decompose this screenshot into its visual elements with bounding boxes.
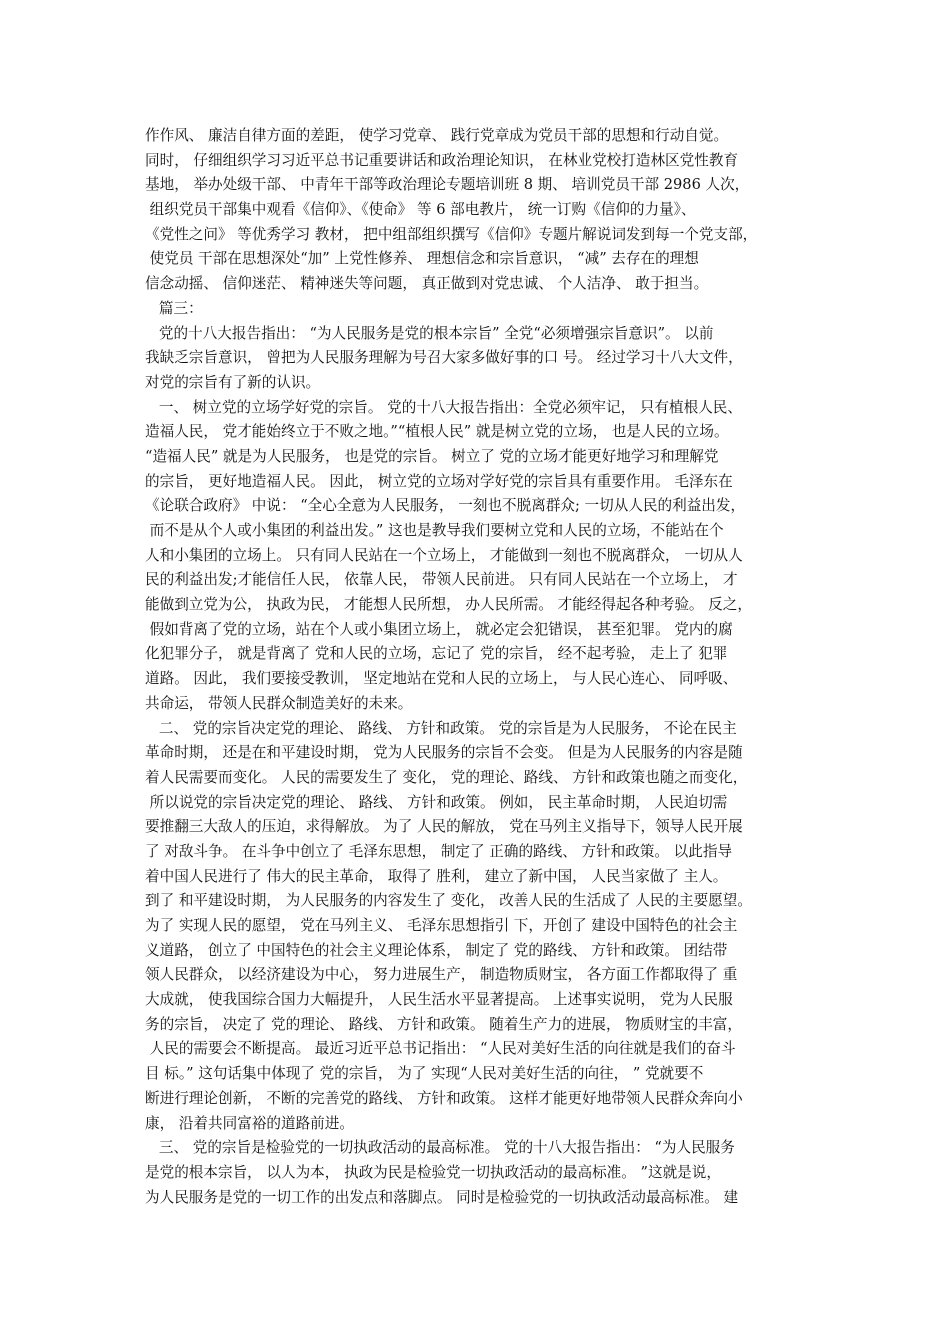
- text-line: 基地， 举办处级干部、 中青年干部等政治理论专题培训班 8 期、 培训党员干部 2986 人次，: [145, 176, 750, 194]
- text-line: “造福人民” 就是为人民服务， 也是党的宗旨。 树立了 党的立场才能更好地学习和理解党: [145, 447, 719, 465]
- text-line: 为人民服务是党的一切工作的出发点和落脚点。 同时是检验党的一切执政活动最高标准。 建: [145, 1188, 739, 1206]
- text-line: 篇三：: [145, 299, 203, 317]
- text-line: 人和小集团的立场上。 只有同人民站在一个立场上， 才能做到一刻也不脱离群众， 一切从人: [145, 546, 743, 564]
- text-line: 造福人民， 党才能始终立于不败之地。”“植根人民” 就是树立党的立场， 也是人民的立场。: [145, 423, 729, 441]
- text-line: 要推翻三大敌人的压迫，求得解放。 为了 人民的解放， 党在马列主义指导下，领导人民开展: [145, 818, 743, 836]
- text-line: 党的十八大报告指出： “为人民服务是党的根本宗旨” 全党“必须增强宗旨意识”。 以前: [145, 324, 714, 342]
- text-line: 使党员 干部在思想深处“加” 上党性修养、 理想信念和宗旨意识， “减” 去存在的理想: [145, 250, 699, 268]
- text-line: 我缺乏宗旨意识， 曾把为人民服务理解为号召大家多做好事的口 号。 经过学习十八大文件，: [145, 349, 743, 367]
- text-line: 目 标。” 这句话集中体现了 党的宗旨， 为了 实现“人民对美好生活的向往， ” 党就要不: [145, 1065, 704, 1083]
- text-line: 能做到立党为公， 执政为民， 才能想人民所想， 办人民所需。 才能经得起各种考验。 反之，: [145, 596, 752, 614]
- text-line: 对党的宗旨有了新的认识。: [145, 373, 321, 391]
- text-line: 共命运， 带领人民群众制造美好的未来。: [145, 694, 413, 712]
- text-line: 假如背离了党的立场，站在个人或小集团立场上， 就必定会犯错误， 甚至犯罪。 党内的腐: [145, 620, 733, 638]
- text-line: 断进行理论创新， 不断的完善党的路线、 方针和政策。 这样才能更好地带领人民群众奔向小: [145, 1089, 743, 1107]
- text-line: 革命时期， 还是在和平建设时期， 党为人民服务的宗旨不会变。 但是为人民服务的内容是随: [145, 744, 743, 762]
- text-line: 为了 实现人民的愿望， 党在马列主义、 毛泽东思想指引 下，开创了 建设中国特色的社会主: [145, 917, 738, 934]
- text-line: 了 对敌斗争。 在斗争中创立了 毛泽东思想， 制定了 正确的路线、 方针和政策。 以此指导: [145, 842, 733, 860]
- text-line: 义道路， 创立了 中国特色的社会主义理论体系， 制定了 党的路线、 方针和政策。 团结带: [145, 941, 728, 959]
- text-line: 所以说党的宗旨决定党的理论、 路线、 方针和政策。 例如， 民主革命时期， 人民迫切需: [145, 793, 728, 811]
- text-line: 民的利益出发;才能信任人民， 依靠人民， 带领人民前进。 只有同人民站在一个立场上， 才: [145, 571, 738, 589]
- text-line: 到了 和平建设时期， 为人民服务的内容发生了 变化， 改善人民的生活成了 人民的主要愿望。: [145, 892, 752, 910]
- text-line: 领人民群众， 以经济建设为中心， 努力进展生产， 制造物质财宝， 各方面工作都取得了 重: [145, 966, 738, 984]
- text-line: 道路。 因此， 我们要接受教训， 坚定地站在党和人民的立场上， 与人民心连心、 同呼吸、: [145, 670, 738, 688]
- text-line: 大成就， 使我国综合国力大幅提升， 人民生活水平显著提高。 上述事实说明， 党为人民服: [145, 991, 733, 1009]
- text-line: 作作风、 廉洁自律方面的差距， 使学习党章、 践行党章成为党员干部的思想和行动自觉。: [145, 127, 729, 144]
- text-line: 着中国人民进行了 伟大的民主革命， 取得了 胜利， 建立了新中国， 人民当家做了 主人。: [145, 867, 728, 885]
- text-line: 二、 党的宗旨决定党的理论、 路线、 方针和政策。 党的宗旨是为人民服务， 不论在民主: [145, 719, 737, 737]
- text-line: 康， 沿着共同富裕的道路前进。: [145, 1114, 354, 1132]
- text-line: 三、 党的宗旨是检验党的一切执政活动的最高标准。 党的十八大报告指出： “为人民服务: [145, 1139, 735, 1157]
- text-line: 化犯罪分子， 就是背离了 党和人民的立场，忘记了 党的宗旨， 经不起考验， 走上了 犯罪: [145, 645, 728, 663]
- text-line: 组织党员干部集中观看《信仰》、《使命》 等 6 部电教片， 统一订购《信仰的力量》、: [145, 201, 696, 219]
- text-line: 着人民需要而变化。 人民的需要发生了 变化， 党的理论、路线、 方针和政策也随之而变化，: [145, 768, 748, 786]
- text-line: 人民的需要会不断提高。 最近习近平总书记指出： “人民对美好生活的向往就是我们的奋斗: [145, 1040, 736, 1058]
- text-line: 而不是从个人或小集团的利益出发。” 这也是教导我们要树立党和人民的立场，不能站在个: [145, 522, 724, 539]
- document-body: [145, 124, 810, 1210]
- text-line: 《党性之问》 等优秀学习 教材， 把中组部组织撰写《信仰》专题片解说词发到每一个党支部，: [145, 225, 758, 243]
- text-line: 一、 树立党的立场学好党的宗旨。 党的十八大报告指出：全党必须牢记， 只有植根人民、: [145, 398, 742, 416]
- text-line: 信念动摇、 信仰迷茫、 精神迷失等问题， 真正做到对党忠诚、 个人洁净、 敢于担当。: [145, 275, 709, 293]
- text-line: 是党的根本宗旨， 以人为本， 执政为民是检验党一切执政活动的最高标准。 ”这就是说，: [145, 1163, 721, 1181]
- text-line: 的宗旨， 更好地造福人民。 因此， 树立党的立场对学好党的宗旨具有重要作用。 毛泽东在: [145, 472, 733, 490]
- text-line: 务的宗旨， 决定了 党的理论、 路线、 方针和政策。 随着生产力的进展， 物质财宝的丰富，: [145, 1015, 742, 1033]
- text-line: 同时， 仔细组织学习习近平总书记重要讲话和政治理论知识， 在林业党校打造林区党性教育: [145, 151, 739, 169]
- text-line: 《论联合政府》 中说： “全心全意为人民服务， 一刻也不脱离群众; 一切从人民的利益出发，: [145, 497, 746, 515]
